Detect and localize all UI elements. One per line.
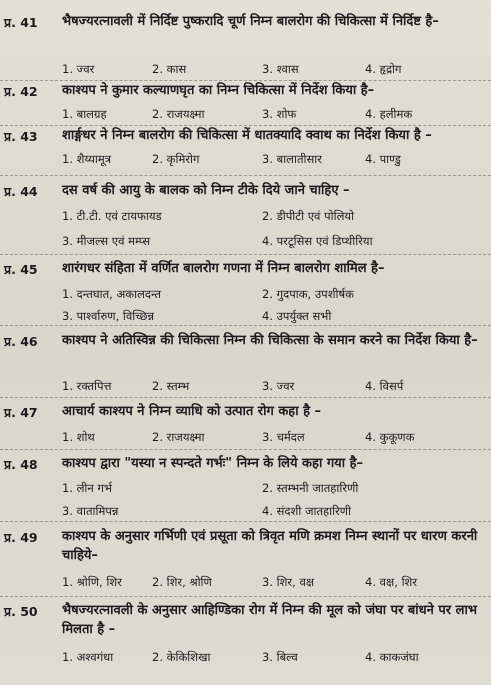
option-1: 1. लीन गर्भ <box>62 481 112 495</box>
option-2: 2. शिर, श्रोणि <box>152 575 212 589</box>
divider <box>0 397 491 399</box>
option-2: 2. कृमिरोग <box>152 152 200 166</box>
option-3: 3. मीजल्स एवं मम्प्स <box>62 234 151 248</box>
option-3: 3. शिर, वक्ष <box>262 575 315 589</box>
divider <box>0 596 491 598</box>
question-text: शारंगधर संहिता में वर्णित बालरोग गणना में निम्न बालरोग शामिल है– <box>62 261 385 276</box>
question-number: प्र. 41 <box>4 15 38 30</box>
divider <box>0 175 491 177</box>
question-number: प्र. 46 <box>4 334 38 349</box>
option-2: 2. राजयक्ष्मा <box>152 107 205 121</box>
question-number: प्र. 44 <box>4 184 38 199</box>
option-1: 1. ज्वर <box>62 62 95 76</box>
option-2: 2. स्तम्भनी जातहारिणी <box>262 481 359 495</box>
option-4: 4. परटूसिस एवं डिप्थीरिया <box>262 234 373 248</box>
option-3: 3. पार्श्वारुण, विच्छिन्न <box>62 309 155 323</box>
question-number: प्र. 43 <box>4 129 38 144</box>
divider <box>0 449 491 451</box>
question-number: प्र. 47 <box>4 405 38 420</box>
option-2: 2. स्तम्भ <box>152 379 190 393</box>
option-3: 3. ज्वर <box>262 379 295 393</box>
option-3: 3. बिल्व <box>262 650 298 664</box>
option-1: 1. अश्वगंधा <box>62 650 114 664</box>
option-1: 1. टी.टी. एवं टायफायड <box>62 209 162 223</box>
option-1: 1. दन्तघात, अकालदन्त <box>62 287 162 301</box>
option-1: 1. श्रोणि, शिर <box>62 575 122 589</box>
question-text: आचार्य काश्यप ने निम्न व्याधि को उत्पात रोग कहा है – <box>62 404 322 419</box>
question-text: दस वर्ष की आयु के बालक को निम्न टीके दिये जाने चाहिए – <box>62 183 350 198</box>
option-3: 3. चर्मदल <box>262 430 305 444</box>
question-number: प्र. 49 <box>4 530 38 545</box>
option-3: 3. शोफ <box>262 107 297 121</box>
option-4: 4. संदशी जातहारिणी <box>262 504 352 518</box>
question-text: शार्ङ्गधर ने निम्न बालरोग की चिकित्सा में धातक्यादि क्वाथ का निर्देश किया है – <box>62 128 432 143</box>
question-number: प्र. 50 <box>4 604 38 619</box>
question-text: काश्यप द्वारा "यस्या न स्पन्दते गर्भः" निम्न के लिये कहा गया है– <box>62 456 363 471</box>
option-4: 4. हृद्रोग <box>365 62 402 76</box>
option-1: 1. रक्तपित्त <box>62 379 112 393</box>
option-2: 2. राजयक्ष्मा <box>152 430 205 444</box>
option-1: 1. शैय्यामूत्र <box>62 152 112 166</box>
option-3: 3. श्वास <box>262 62 299 76</box>
divider <box>0 254 491 256</box>
divider <box>0 325 491 327</box>
option-3: 3. बालातीसार <box>262 152 322 166</box>
option-1: 1. शोथ <box>62 430 95 444</box>
option-4: 4. काकजंघा <box>365 650 419 664</box>
option-3: 3. वातामिपन्न <box>62 504 119 518</box>
option-1: 1. बालग्रह <box>62 107 107 121</box>
option-2: 2. केकिशिखा <box>152 650 211 664</box>
divider <box>0 521 491 523</box>
question-number: प्र. 42 <box>4 84 38 99</box>
question-text: भैषज्यरत्नावली में निर्दिष्ट पुष्करादि चूर्ण निम्न बालरोग की चिकित्सा में निर्दिष्ट है– <box>62 14 439 29</box>
option-4: 4. उपर्युक्त सभी <box>262 309 332 323</box>
question-text: काश्यप ने अतिस्विन्न की चिकित्सा निम्न की चिकित्सा के समान करने का निर्देश किया है– <box>62 333 478 348</box>
question-number: प्र. 45 <box>4 262 38 277</box>
option-4: 4. विसर्प <box>365 379 404 393</box>
option-2: 2. गुदपाक, उपशीर्षक <box>262 287 354 301</box>
option-2: 2. डीपीटी एवं पोलियो <box>262 209 355 223</box>
question-number: प्र. 48 <box>4 457 38 472</box>
option-4: 4. पाण्डु <box>365 152 401 166</box>
option-4: 4. वक्ष, शिर <box>365 575 418 589</box>
option-2: 2. कास <box>152 62 187 76</box>
option-4: 4. हलीमक <box>365 107 413 121</box>
question-text: काश्यप के अनुसार गर्भिणी एवं प्रसूता को त्रिवृत मणि क्रमश निम्न स्थानों पर धारण करनी चाहिये– <box>62 529 478 563</box>
question-text: भैषज्यरत्नावली के अनुसार आहिण्डिका रोग में निम्न की मूल को जंघा पर बांधने पर लाभ मिलता है – <box>62 603 477 637</box>
question-text: काश्यप ने कुमार कल्याणघृत का निम्न चिकित्सा में निर्देश किया है– <box>62 83 375 98</box>
option-4: 4. कुकूणक <box>365 430 415 444</box>
